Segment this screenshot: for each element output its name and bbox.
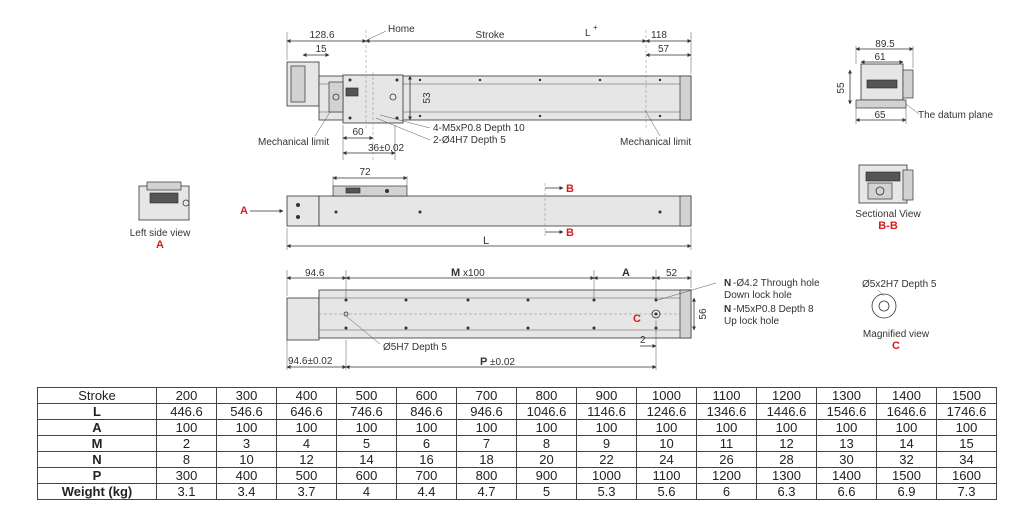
dim-57: 57 [658,44,670,55]
spec-cell: 32 [877,452,937,468]
n-label-1: N [724,278,732,289]
spec-cell: 100 [817,420,877,436]
spec-cell: 100 [397,420,457,436]
sectional-view-label: Sectional View [855,209,921,220]
dim-56: 56 [698,308,709,320]
spec-cell: 3.7 [277,484,337,500]
spec-cell: 200 [157,388,217,404]
spec-cell: 7 [457,436,517,452]
spec-cell: 24 [637,452,697,468]
side-carriage [333,186,407,196]
dim-52: 52 [666,268,678,279]
datum-plane-label: The datum plane [918,110,994,121]
left-side-view [130,182,191,251]
spec-cell: 3.4 [217,484,277,500]
spec-cell: 646.6 [277,404,337,420]
spec-cell: 700 [397,468,457,484]
spec-cell: 100 [877,420,937,436]
bottom-view [287,267,820,370]
spec-cell: 28 [757,452,817,468]
bottom-motor [287,298,319,340]
spec-cell: 100 [157,420,217,436]
top-end-cap [680,76,691,120]
spec-cell: 12 [277,452,337,468]
spec-cell: 900 [577,388,637,404]
spec-row [38,420,997,436]
spec-cell: 10 [217,452,277,468]
dim-94-6-tol: 94.6±0.02 [288,356,333,367]
spec-cell: 1546.6 [817,404,877,420]
spec-cell: 6.9 [877,484,937,500]
dim-p: P [480,356,488,368]
spec-cell: 5.6 [637,484,697,500]
spec-cell: 4 [337,484,397,500]
spec-cell: 6 [397,436,457,452]
mech-limit-left: Mechanical limit [258,137,330,148]
spec-cell: 1646.6 [877,404,937,420]
n-text-2: -M5xP0.8 Depth 8 [733,304,814,315]
spec-cell: 1200 [757,388,817,404]
spec-cell: 1300 [817,388,877,404]
note-m5: 4-M5xP0.8 Depth 10 [433,123,525,134]
left-side-view-tag: A [156,239,164,251]
spec-cell: 400 [277,388,337,404]
dim-53: 53 [422,92,433,104]
dim-60: 60 [352,127,364,138]
plus-sign: + [593,23,598,32]
spec-cell: 100 [697,420,757,436]
marker-c: C [633,313,641,325]
magnified-view [862,279,937,352]
dim-72: 72 [359,167,371,178]
spec-cell: 9 [577,436,637,452]
spec-row-label: Stroke [38,388,157,404]
spec-cell: 16 [397,452,457,468]
magnified-note: Ø5x2H7 Depth 5 [862,279,937,290]
left-side-view-label: Left side view [129,228,191,239]
end-view [836,39,993,124]
spec-cell: 5 [517,484,577,500]
top-carriage-bracket [329,82,343,112]
side-rail-body [319,196,691,226]
stroke-label: Stroke [475,30,505,41]
spec-cell: 6 [697,484,757,500]
spec-cell: 30 [817,452,877,468]
spec-cell: 10 [637,436,697,452]
spec-cell: 700 [457,388,517,404]
dim-15: 15 [315,44,327,55]
dim-a: A [622,267,630,279]
spec-cell: 1400 [877,388,937,404]
magnified-label: Magnified view [862,329,930,340]
spec-cell: 4 [277,436,337,452]
dim-2: 2 [640,335,646,346]
spec-cell: 300 [217,388,277,404]
spec-cell: 100 [337,420,397,436]
top-motor-flange [291,66,305,102]
spec-cell: 5 [337,436,397,452]
home-label: Home [388,24,415,35]
spec-cell: 18 [457,452,517,468]
spec-cell: 446.6 [157,404,217,420]
spec-row-label: P [38,468,157,484]
dim-55: 55 [836,82,847,94]
spec-cell: 3 [217,436,277,452]
dim-118: 118 [651,30,667,41]
section-b-top: B [566,183,574,195]
spec-cell: 1346.6 [697,404,757,420]
section-b-bottom: B [566,227,574,239]
spec-cell: 8 [517,436,577,452]
dim-65: 65 [874,110,886,121]
l-plus-label: L [585,28,591,39]
spec-cell: 846.6 [397,404,457,420]
spec-row [38,468,997,484]
spec-cell: 5.3 [577,484,637,500]
top-view [258,23,691,160]
spec-cell: 900 [517,468,577,484]
spec-cell: 400 [217,468,277,484]
view-arrow-a: A [240,205,248,217]
spec-cell: 1746.6 [937,404,997,420]
spec-cell: 1000 [637,388,697,404]
dim-94-6: 94.6 [305,268,325,279]
n-text-1: -Ø4.2 Through hole [733,278,820,289]
n-sub-1: Down lock hole [724,290,792,301]
spec-cell: 7.3 [937,484,997,500]
spec-cell: 1100 [637,468,697,484]
spec-cell: 1500 [937,388,997,404]
dim-p-tol: ±0.02 [490,357,515,368]
spec-cell: 34 [937,452,997,468]
n-sub-2: Up lock hole [724,316,780,327]
dim-61: 61 [874,52,886,63]
spec-cell: 946.6 [457,404,517,420]
spec-row [38,452,997,468]
spec-cell: 100 [937,420,997,436]
dim-m: M [451,267,461,279]
sectional-view [855,165,921,232]
spec-row [38,404,997,420]
spec-cell: 26 [697,452,757,468]
spec-cell: 4.7 [457,484,517,500]
spec-cell: 8 [157,452,217,468]
spec-cell: 15 [937,436,997,452]
dim-89-5: 89.5 [875,39,895,50]
spec-cell: 6.3 [757,484,817,500]
spec-cell: 12 [757,436,817,452]
spec-row-label: A [38,420,157,436]
spec-cell: 1400 [817,468,877,484]
spec-cell: 1246.6 [637,404,697,420]
spec-cell: 100 [757,420,817,436]
spec-cell: 14 [337,452,397,468]
spec-cell: 300 [157,468,217,484]
magnified-tag: C [892,340,900,352]
spec-cell: 100 [637,420,697,436]
spec-cell: 22 [577,452,637,468]
spec-cell: 6.6 [817,484,877,500]
side-view [240,167,691,250]
spec-cell: 1146.6 [577,404,637,420]
spec-cell: 1300 [757,468,817,484]
spec-cell: 1446.6 [757,404,817,420]
spec-cell: 100 [577,420,637,436]
spec-row [38,484,997,500]
end-view-bracket [903,70,913,98]
spec-cell: 546.6 [217,404,277,420]
spec-cell: 14 [877,436,937,452]
spec-row [38,388,997,404]
spec-cell: 1500 [877,468,937,484]
spec-cell: 100 [517,420,577,436]
hole-note: Ø5H7 Depth 5 [383,342,447,353]
length-l: L [482,235,490,247]
spec-cell: 100 [457,420,517,436]
spec-row-label: N [38,452,157,468]
spec-cell: 20 [517,452,577,468]
spec-cell: 4.4 [397,484,457,500]
spec-row-label: Weight (kg) [38,484,157,500]
side-motor [287,196,319,226]
spec-cell: 500 [337,388,397,404]
spec-cell: 13 [817,436,877,452]
spec-cell: 800 [457,468,517,484]
note-o4h7: 2-Ø4H7 Depth 5 [433,135,506,146]
spec-cell: 2 [157,436,217,452]
spec-cell: 1000 [577,468,637,484]
spec-cell: 500 [277,468,337,484]
spec-cell: 800 [517,388,577,404]
sectional-view-tag: B-B [878,220,898,232]
spec-row-label: M [38,436,157,452]
dim-128-6: 128.6 [309,30,335,41]
spec-cell: 1100 [697,388,757,404]
spec-cell: 3.1 [157,484,217,500]
spec-row-label: L [38,404,157,420]
spec-cell: 1200 [697,468,757,484]
spec-table [37,387,997,500]
mech-limit-right: Mechanical limit [620,137,692,148]
dim-m-suffix: x100 [463,268,485,279]
spec-cell: 1046.6 [517,404,577,420]
spec-cell: 600 [337,468,397,484]
spec-cell: 100 [277,420,337,436]
n-label-2: N [724,304,732,315]
spec-cell: 746.6 [337,404,397,420]
spec-cell: 1600 [937,468,997,484]
dim-36: 36±0.02 [368,143,405,154]
spec-row [38,436,997,452]
spec-cell: 11 [697,436,757,452]
spec-cell: 600 [397,388,457,404]
spec-cell: 100 [217,420,277,436]
